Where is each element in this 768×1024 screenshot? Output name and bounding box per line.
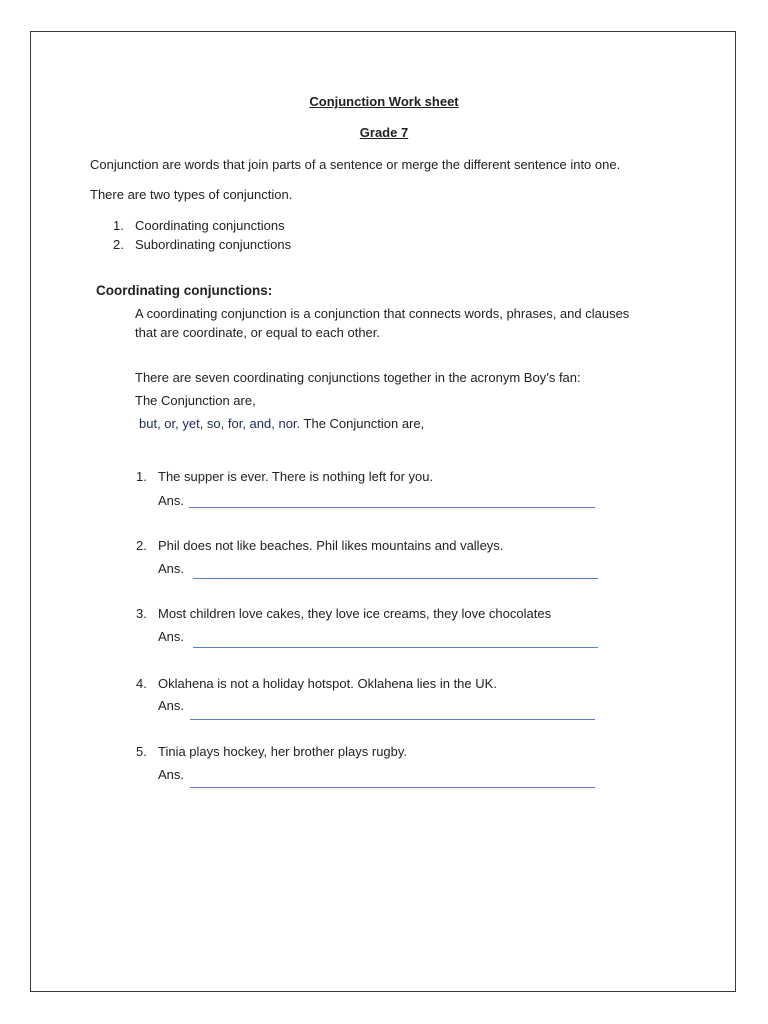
definition-line-1: A coordinating conjunction is a conjunction that connects words, phrases, and clauses — [135, 306, 630, 321]
types-intro: There are two types of conjunction. — [90, 187, 293, 202]
conjunction-list: but, or, yet, so, for, and, nor. — [139, 416, 301, 431]
type-number: 1. — [113, 218, 124, 233]
answer-line[interactable] — [193, 647, 598, 648]
definition-line-2: that are coordinate, or equal to each other. — [135, 325, 381, 340]
question-text: Tinia plays hockey, her brother plays rugby. — [158, 744, 408, 759]
type-item-subordinating: Subordinating conjunctions — [135, 237, 292, 252]
conjunction-list-line — [139, 416, 424, 432]
question-text: Most children love cakes, they love ice creams, they love chocolates — [158, 606, 552, 621]
section-heading: Coordinating conjunctions: — [96, 283, 273, 298]
question-number: 2. — [136, 538, 147, 553]
answer-line[interactable] — [190, 787, 595, 788]
answer-label: Ans. — [158, 493, 185, 508]
answer-label: Ans. — [158, 767, 185, 782]
answer-line[interactable] — [189, 507, 595, 508]
type-item-coordinating: Coordinating conjunctions — [135, 218, 285, 233]
question-text: The supper is ever. There is nothing left for you. — [158, 469, 434, 484]
question-number: 4. — [136, 676, 147, 691]
question-number: 1. — [136, 469, 147, 484]
question-text: Phil does not like beaches. Phil likes mountains and valleys. — [158, 538, 504, 553]
conjunction-list-tail: The Conjunction are, — [300, 416, 425, 431]
answer-label: Ans. — [158, 698, 185, 713]
answer-line[interactable] — [193, 578, 598, 579]
question-number: 5. — [136, 744, 147, 759]
grade-label: Grade 7 — [359, 125, 409, 140]
worksheet-title: Conjunction Work sheet — [309, 94, 459, 109]
type-number: 2. — [113, 237, 124, 252]
answer-line[interactable] — [190, 719, 595, 720]
conjunctions-are-line: The Conjunction are, — [135, 393, 256, 408]
seven-conjunctions-line: There are seven coordinating conjunctions together in the acronym Boy’s fan: — [135, 370, 581, 385]
question-text: Oklahena is not a holiday hotspot. Oklahena lies in the UK. — [158, 676, 497, 691]
answer-label: Ans. — [158, 561, 185, 576]
question-number: 3. — [136, 606, 147, 621]
answer-label: Ans. — [158, 629, 185, 644]
page-border — [30, 31, 736, 992]
intro-paragraph: Conjunction are words that join parts of a sentence or merge the different sentence into one. — [90, 157, 621, 172]
